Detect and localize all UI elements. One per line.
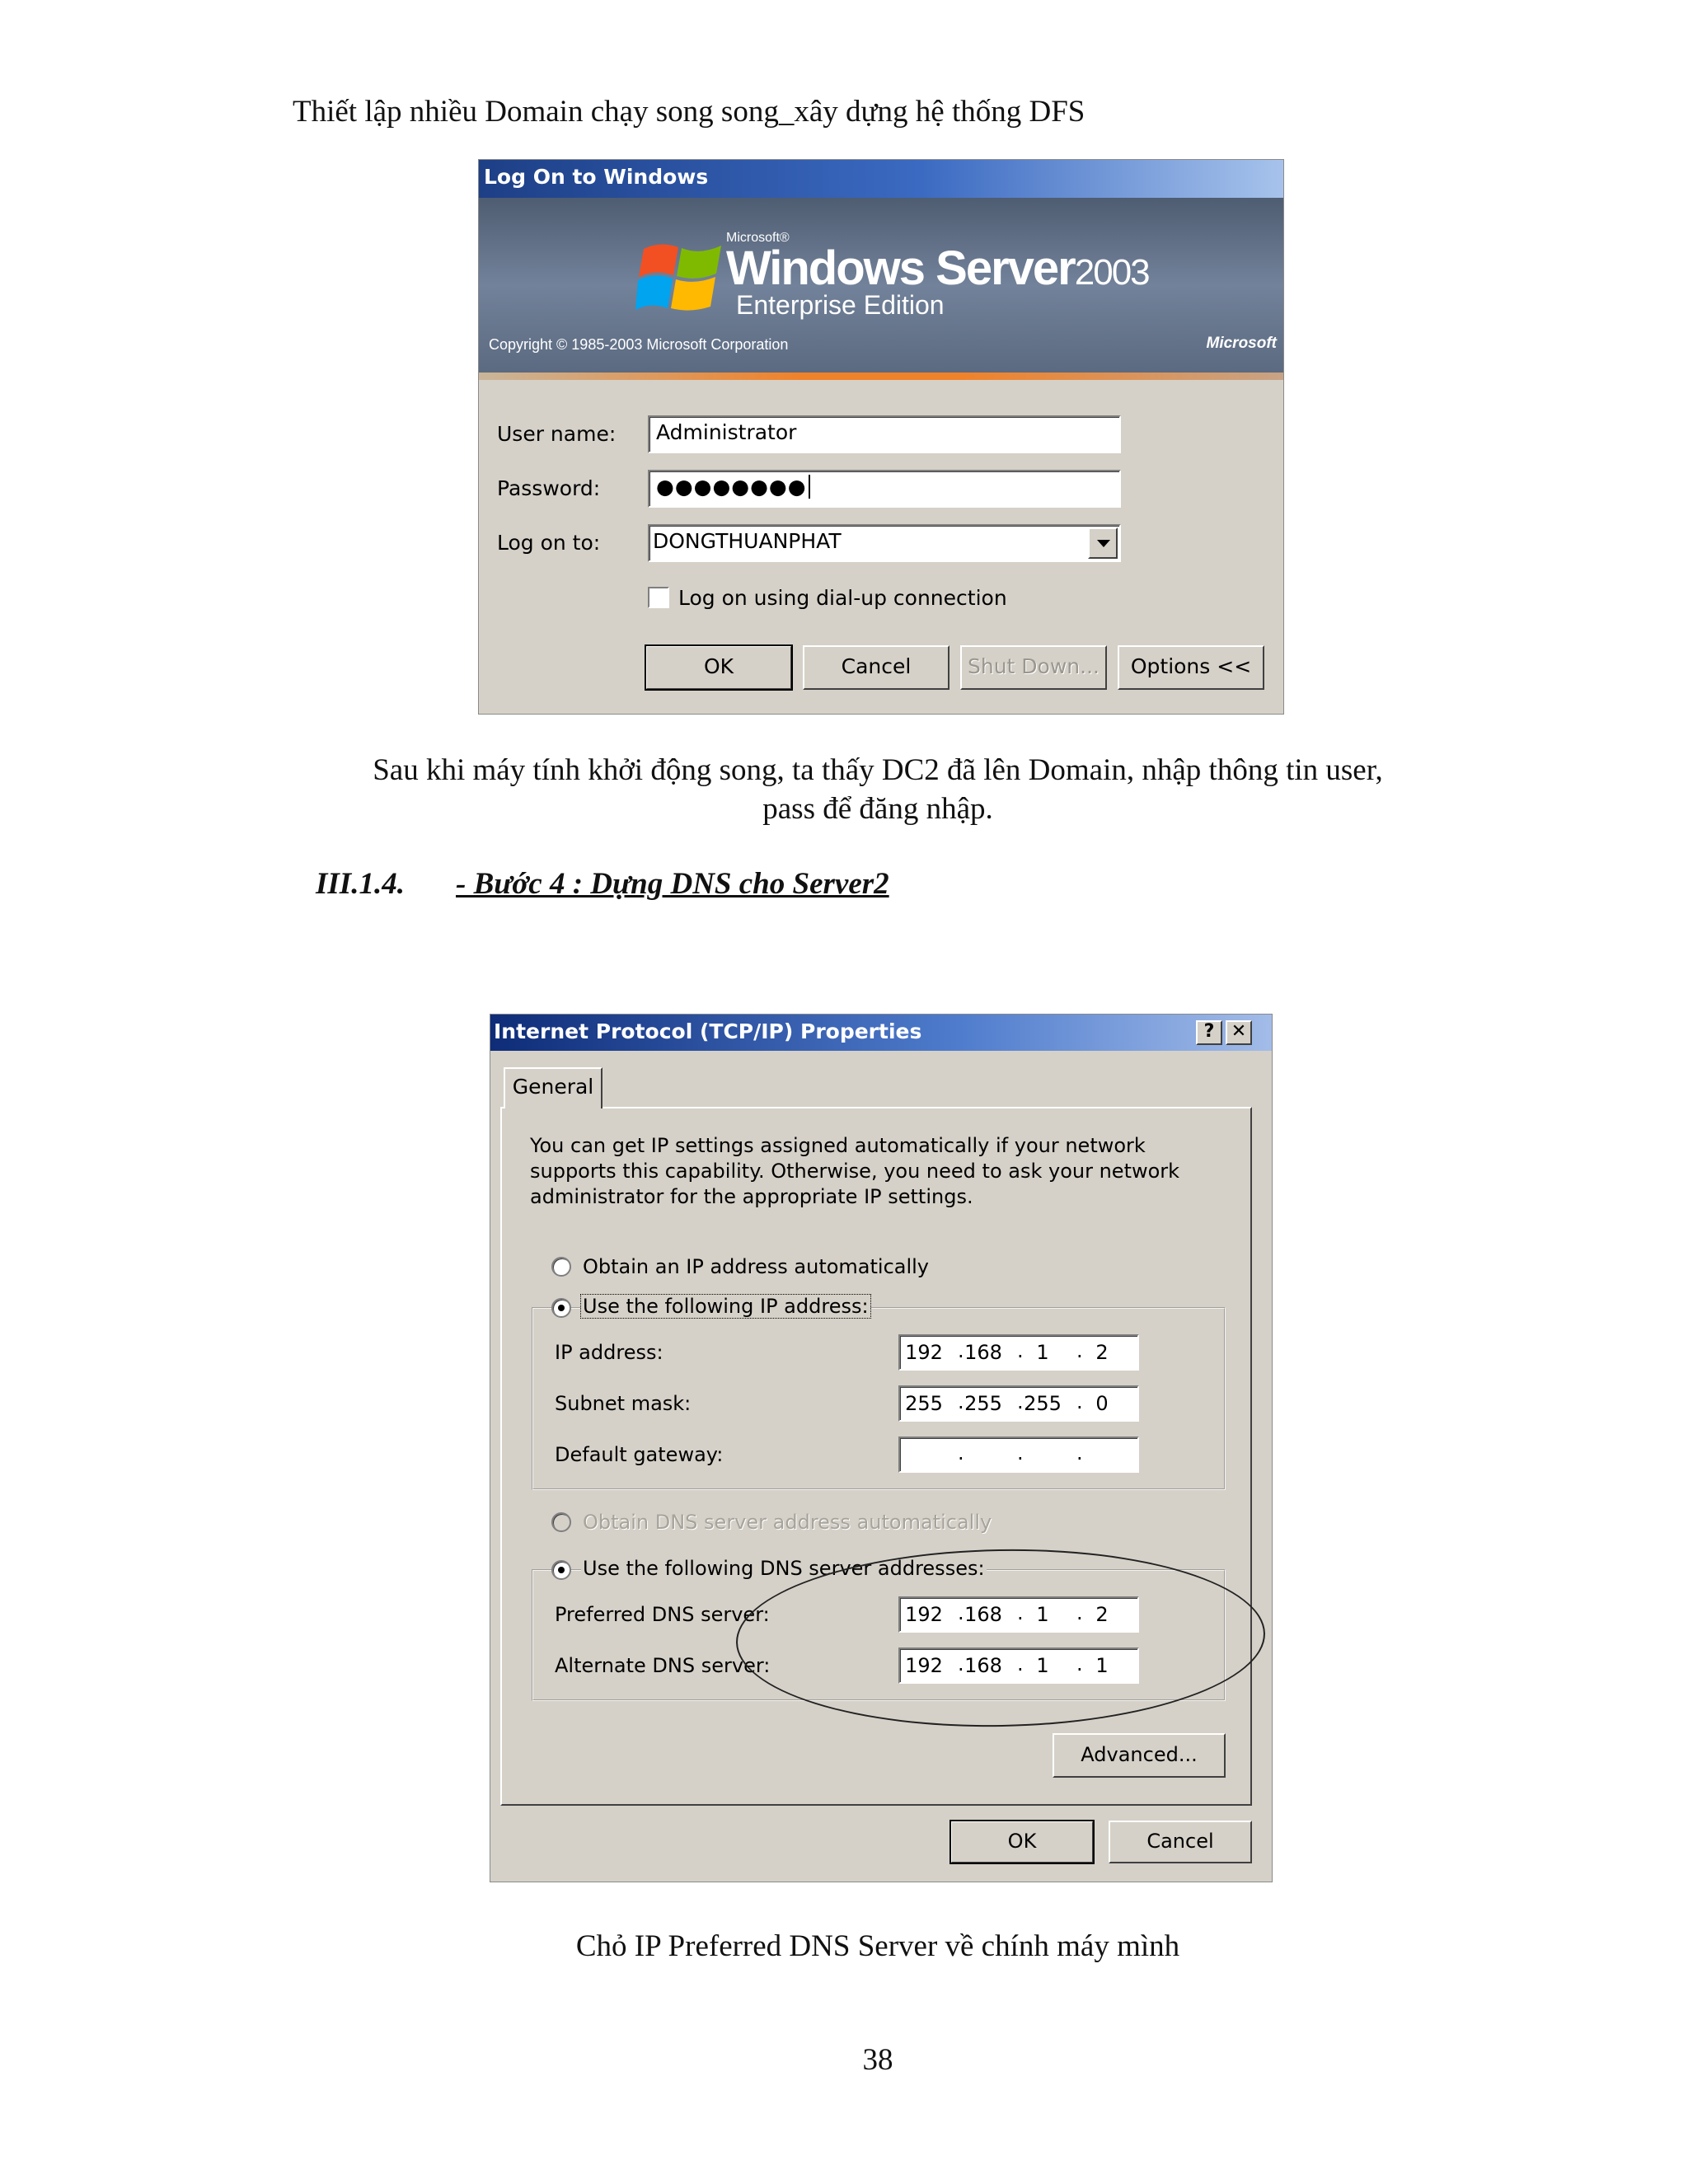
preferred-octet-3: 1	[1036, 1603, 1049, 1626]
use-following-ip-radio[interactable]	[551, 1298, 571, 1318]
ip-address-label: IP address:	[555, 1341, 663, 1364]
server-word: Server	[935, 241, 1075, 295]
preferred-dns-label: Preferred DNS server:	[555, 1603, 770, 1626]
logon-dialog	[478, 159, 1284, 715]
tcpip-cancel-button[interactable]: Cancel	[1109, 1821, 1252, 1863]
subnet-octet-1: 255	[905, 1392, 943, 1415]
subnet-octet-3: 255	[1024, 1392, 1062, 1415]
subnet-mask-label: Subnet mask:	[555, 1392, 692, 1415]
default-gateway-input[interactable]: . . .	[898, 1436, 1139, 1473]
windows-flag-logo	[635, 237, 726, 318]
copyright-text: Copyright © 1985-2003 Microsoft Corporation	[489, 336, 789, 353]
subnet-mask-input[interactable]: 255 . 255 . 255 . 0	[898, 1385, 1139, 1422]
logon-to-value: DONGTHUANPHAT	[653, 529, 842, 553]
advanced-button[interactable]: Advanced...	[1053, 1733, 1226, 1778]
logon-to-select[interactable]	[648, 524, 1121, 562]
dialup-label: Log on using dial-up connection	[678, 586, 1007, 610]
ip-settings-description: You can get IP settings assigned automatically if your network supports this capability. Otherwise, you need to ask your network administrator for the appropriate IP settings.	[530, 1134, 1180, 1208]
chevron-down-icon[interactable]	[1088, 527, 1118, 559]
use-following-ip-label: Use the following IP address:	[583, 1295, 869, 1318]
tab-general[interactable]: General	[504, 1067, 603, 1108]
default-gateway-label: Default gateway:	[555, 1443, 724, 1466]
ip-address-input[interactable]: 192 . 168 . 1 . 2	[898, 1334, 1139, 1371]
ip-octet-1: 192	[905, 1341, 943, 1364]
caption-2: Chỏ IP Preferred DNS Server về chính máy mình	[575, 1929, 1180, 1963]
preferred-octet-4: 2	[1095, 1603, 1109, 1626]
section-number: III.1.4.	[316, 867, 405, 901]
use-following-dns-label: Use the following DNS server addresses:	[583, 1557, 985, 1580]
logon-to-label: Log on to:	[497, 531, 601, 555]
page-header: Thiết lập nhiều Domain chạy song song_xây dựng hệ thống DFS	[293, 95, 1085, 129]
password-input[interactable]	[648, 470, 1121, 508]
alternate-octet-1: 192	[905, 1654, 943, 1677]
preferred-octet-1: 192	[905, 1603, 943, 1626]
page-number: 38	[862, 2043, 893, 2077]
microsoft-logo: Microsoft	[1206, 335, 1277, 352]
alternate-octet-2: 168	[964, 1654, 1002, 1677]
subnet-octet-2: 255	[964, 1392, 1002, 1415]
tcpip-properties-dialog	[490, 1014, 1273, 1882]
alternate-octet-4: 1	[1095, 1654, 1109, 1677]
ip-octet-2: 168	[964, 1341, 1002, 1364]
close-icon[interactable]: ✕	[1226, 1020, 1252, 1045]
cancel-button[interactable]: Cancel	[803, 645, 950, 690]
preferred-octet-2: 168	[964, 1603, 1002, 1626]
shutdown-button[interactable]: Shut Down...	[960, 645, 1107, 690]
obtain-dns-auto-label: Obtain DNS server address automatically	[583, 1511, 992, 1534]
caption-line-1: Sau khi máy tính khởi động song, ta thấy DC2 đã lên Domain, nhập thông tin user,	[373, 753, 1383, 787]
tcpip-titlebar	[490, 1015, 1272, 1051]
obtain-ip-auto-label: Obtain an IP address automatically	[583, 1255, 930, 1278]
alternate-dns-input[interactable]: 192 . 168 . 1 . 1	[898, 1647, 1139, 1684]
banner-accent-bar	[479, 373, 1283, 380]
logon-titlebar	[479, 160, 1283, 198]
ip-octet-4: 2	[1095, 1341, 1109, 1364]
server-year: 2003	[1074, 252, 1149, 293]
password-label: Password:	[497, 476, 601, 500]
alternate-dns-label: Alternate DNS server:	[555, 1654, 771, 1677]
windows-word: Windows	[726, 241, 925, 295]
windows-server-banner	[479, 198, 1283, 373]
tcpip-title: Internet Protocol (TCP/IP) Properties	[494, 1019, 922, 1043]
help-icon[interactable]: ?	[1196, 1020, 1222, 1045]
caption-line-2: pass để đăng nhập.	[762, 792, 993, 826]
options-button[interactable]: Options <<	[1118, 645, 1264, 690]
dialup-checkbox[interactable]	[648, 587, 669, 608]
edition-text: Enterprise Edition	[736, 290, 945, 320]
microsoft-small-text: Microsoft®	[726, 231, 790, 245]
preferred-dns-input[interactable]: 192 . 168 . 1 . 2	[898, 1596, 1139, 1633]
ok-button[interactable]: OK	[645, 645, 792, 690]
ip-octet-3: 1	[1036, 1341, 1049, 1364]
alternate-octet-3: 1	[1036, 1654, 1049, 1677]
tcpip-ok-button[interactable]: OK	[950, 1821, 1094, 1863]
subnet-octet-4: 0	[1095, 1392, 1109, 1415]
use-following-dns-radio[interactable]	[551, 1560, 571, 1580]
windows-server-title	[726, 241, 1149, 296]
obtain-ip-auto-radio[interactable]	[551, 1257, 571, 1277]
section-title: - Bước 4 : Dựng DNS cho Server2	[456, 867, 889, 901]
username-input[interactable]: Administrator	[648, 415, 1121, 453]
password-mask: ●●●●●●●●	[656, 475, 807, 499]
obtain-dns-auto-radio[interactable]	[551, 1512, 571, 1532]
username-label: User name:	[497, 422, 617, 446]
logon-title: Log On to Windows	[484, 165, 709, 189]
